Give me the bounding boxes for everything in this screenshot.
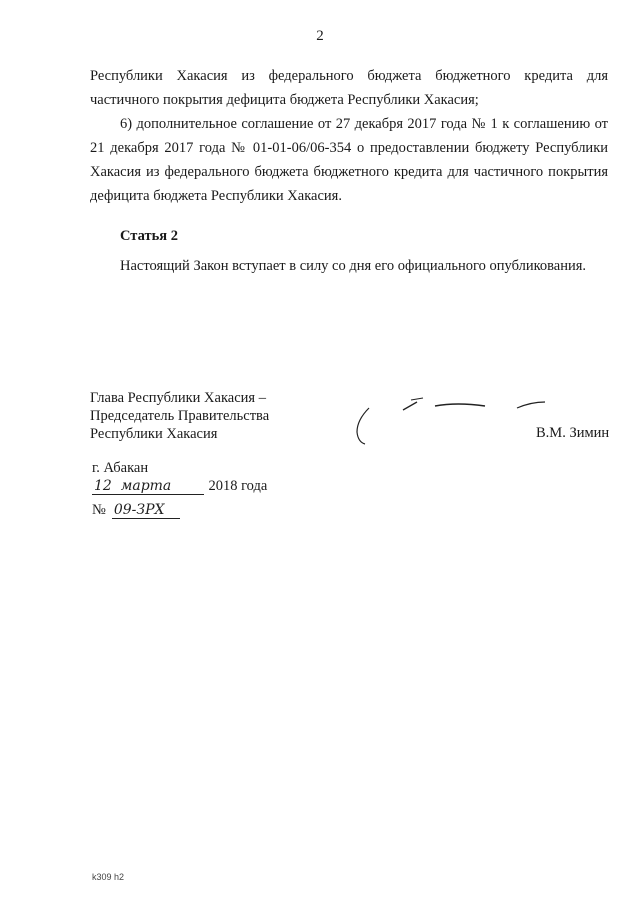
document-code: k309 h2: [92, 872, 125, 882]
date-day: 12: [94, 478, 112, 494]
signatory-title-line-2: Председатель Правительства: [90, 408, 270, 424]
date-line: [92, 478, 267, 495]
signatory-title: [90, 389, 269, 443]
handwritten-signature: [345, 388, 555, 458]
date-handwritten: [92, 478, 204, 495]
paragraph-item-6: 6) дополнительное соглашение от 27 декабря 2017 года № 1 к соглашению от 21 декабря 2017 года № 01-01-06/06-354 о предоставлении бюджету Республики Хакасия из федерального бюджета бюджетного кредита для частичного покрытия дефицита бюджета Республики Хакасия.: [90, 116, 608, 204]
city: г. Абакан: [92, 460, 149, 476]
article-title: Статья 2: [120, 228, 178, 244]
article-text: Настоящий Закон вступает в силу со дня его официального опубликования.: [120, 258, 587, 274]
date-month: марта: [120, 478, 172, 494]
paragraph-continuation: Республики Хакасия из федерального бюджета бюджетного кредита для частичного покрытия дефицита бюджета Республики Хакасия;: [90, 68, 608, 108]
page-number: 2: [316, 28, 324, 44]
signatory-title-line-3: Республики Хакасия: [90, 426, 218, 442]
number-sign: №: [92, 502, 106, 518]
signatory-title-line-1: Глава Республики Хакасия –: [90, 390, 266, 406]
law-number: 09-ЗРХ: [112, 502, 180, 519]
signatory-name: В.М. Зимин: [536, 425, 610, 441]
date-year: 2018 года: [208, 478, 268, 494]
law-number-line: [92, 502, 180, 519]
